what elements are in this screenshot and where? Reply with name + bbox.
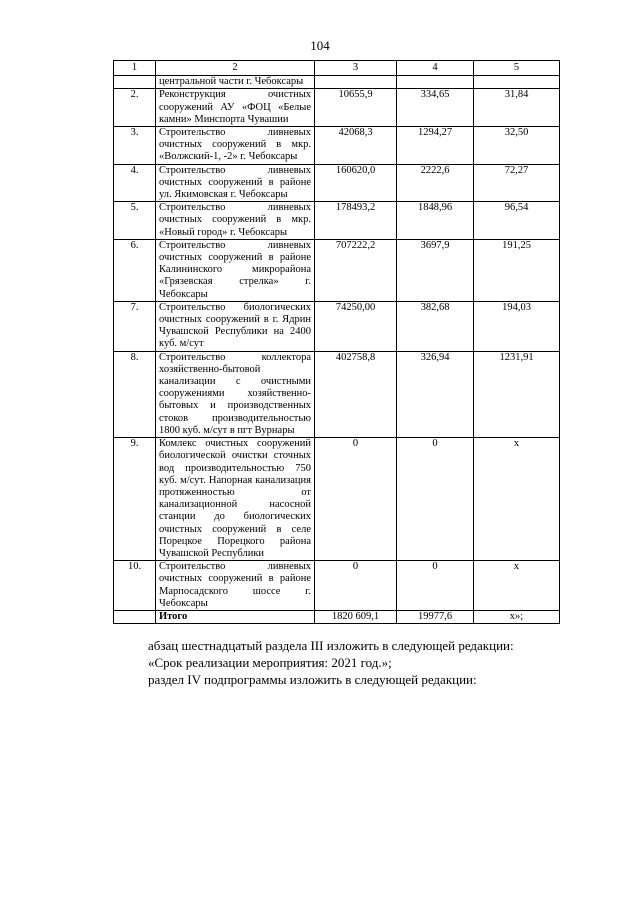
value-cell-3: 42068,3 — [315, 127, 397, 165]
value-cell-5: 96,54 — [474, 202, 560, 240]
value-cell-5: 72,27 — [474, 164, 560, 202]
total-value-5: x»; — [474, 610, 560, 623]
row-number-cell — [114, 76, 156, 89]
row-number-cell: 3. — [114, 127, 156, 165]
table-header-row — [114, 61, 560, 76]
value-cell-4: 2222,6 — [397, 164, 474, 202]
value-cell-5: 31,84 — [474, 89, 560, 127]
value-cell-4: 0 — [397, 438, 474, 561]
page-number: 104 — [310, 38, 330, 53]
value-cell-3: 0 — [315, 561, 397, 611]
total-num-cell — [114, 610, 156, 623]
paragraph-3: раздел IV подпрограммы изложить в следующей редакции: — [148, 672, 477, 687]
value-cell-5: 191,25 — [474, 239, 560, 301]
row-number-cell: 2. — [114, 89, 156, 127]
total-value-4: 19977,6 — [397, 610, 474, 623]
value-cell-5: x — [474, 561, 560, 611]
measure-name-cell: Строительство ливневых очистных сооружений в мкр. «Новый город» г. Чебоксары — [156, 202, 315, 240]
value-cell-3: 74250,00 — [315, 301, 397, 351]
value-cell-4: 1294,27 — [397, 127, 474, 165]
row-number-cell: 4. — [114, 164, 156, 202]
paragraph-1: абзац шестнадцатый раздела III изложить в следующей редакции: — [148, 638, 514, 653]
value-cell-4: 1848,96 — [397, 202, 474, 240]
value-cell-4: 334,65 — [397, 89, 474, 127]
table-row — [114, 127, 560, 165]
measure-name-cell: Строительство коллектора хозяйственно-бытовой канализации с очистными сооружениями хозяйственно-бытовых и производственных стоков производительностью 1800 куб. м/сут в пгт Вурнары — [156, 351, 315, 437]
measure-name-cell: Строительство ливневых очистных сооружений в районе ул. Якимовская г. Чебоксары — [156, 164, 315, 202]
value-cell-4: 326,94 — [397, 351, 474, 437]
measure-name-cell: Комлекс очистных сооружений биологической очистки сточных вод производительностью 750 куб. м/сут. Напорная канализация протяженностью от канализационной насосной станции до биологических очистных сооружений в селе Порецкое Порецкого района Чувашской Республики — [156, 438, 315, 561]
column-header-2: 2 — [156, 61, 315, 76]
column-header-5: 5 — [474, 61, 560, 76]
amendment-text — [148, 637, 578, 688]
value-cell-3 — [315, 76, 397, 89]
table-row — [114, 239, 560, 301]
value-cell-3: 707222,2 — [315, 239, 397, 301]
row-number-cell: 10. — [114, 561, 156, 611]
total-value-3: 1820 609,1 — [315, 610, 397, 623]
column-header-1: 1 — [114, 61, 156, 76]
table-row — [114, 202, 560, 240]
value-cell-4: 0 — [397, 561, 474, 611]
measure-name-cell: Строительство ливневых очистных сооружений в мкр. «Волжский-1, -2» г. Чебоксары — [156, 127, 315, 165]
measure-name-cell: центральной части г. Чебоксары — [156, 76, 315, 89]
table-row — [114, 301, 560, 351]
measures-table — [113, 60, 560, 624]
measure-name-cell: Строительство ливневых очистных сооружений в районе Калининского микрорайона «Грязевская стрелка» г. Чебоксары — [156, 239, 315, 301]
value-cell-5: 1231,91 — [474, 351, 560, 437]
total-row — [114, 610, 560, 623]
value-cell-5: 194,03 — [474, 301, 560, 351]
value-cell-3: 0 — [315, 438, 397, 561]
row-number-cell: 6. — [114, 239, 156, 301]
table-row — [114, 438, 560, 561]
value-cell-3: 10655,9 — [315, 89, 397, 127]
value-cell-5: 32,50 — [474, 127, 560, 165]
value-cell-4: 3697,9 — [397, 239, 474, 301]
total-label: Итого — [156, 610, 315, 623]
column-header-4: 4 — [397, 61, 474, 76]
measure-name-cell: Строительство биологических очистных сооружений в г. Ядрин Чувашской Республики на 2400 куб. м/сут — [156, 301, 315, 351]
value-cell-4: 382,68 — [397, 301, 474, 351]
table-row — [114, 89, 560, 127]
table-body — [114, 76, 560, 611]
table-row — [114, 561, 560, 611]
measure-name-cell: Строительство ливневых очистных сооружений в районе Марпосадского шоссе г. Чебоксары — [156, 561, 315, 611]
value-cell-5 — [474, 76, 560, 89]
table-row — [114, 76, 560, 89]
row-number-cell: 8. — [114, 351, 156, 437]
measure-name-cell: Реконструкция очистных сооружений АУ «ФОЦ «Белые камни» Минспорта Чувашии — [156, 89, 315, 127]
value-cell-4 — [397, 76, 474, 89]
value-cell-3: 402758,8 — [315, 351, 397, 437]
value-cell-3: 160620,0 — [315, 164, 397, 202]
column-header-3: 3 — [315, 61, 397, 76]
table-row — [114, 164, 560, 202]
row-number-cell: 9. — [114, 438, 156, 561]
value-cell-5: x — [474, 438, 560, 561]
table-row — [114, 351, 560, 437]
row-number-cell: 5. — [114, 202, 156, 240]
paragraph-2: «Срок реализации мероприятия: 2021 год.»; — [148, 655, 392, 670]
row-number-cell: 7. — [114, 301, 156, 351]
value-cell-3: 178493,2 — [315, 202, 397, 240]
